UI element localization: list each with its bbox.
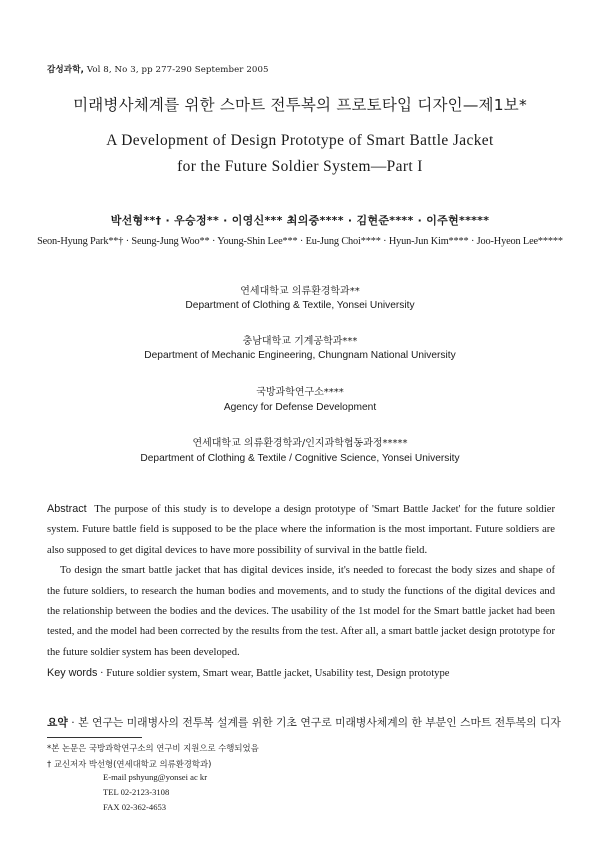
affiliation-2-english: Department of Mechanic Engineering, Chungnam National University [144,350,456,361]
authors-english: Seon-Hyung Park**† · Seung-Jung Woo** · Young-Shin Lee*** · Eu-Jung Choi**** · Hyun-Jun Kim**** · Joo-Hyeon Lee***** [37,236,563,247]
summary-text: 본 연구는 미래병사의 전투복 설계를 위한 기초 연구로 미래병사체계의 한 부분인 스마트 전투복의 디자 [78,716,561,729]
affiliation-3-english: Agency for Defense Development [223,402,377,413]
abstract-paragraph-2: To design the smart battle jacket that has digital devices inside, it's needed to forecast the body sizes and shape of the future soldiers, to research the human bodies and movements, and to study the functions of the digital devices and the relationship between the bodies and the devices. The usability of the 1st model for the Smart battle jacket had been tested, and the model had been corrected by the results from the test. After all, a smart battle jacket design prototype for the future soldier system has been developed. [47,565,555,658]
affiliation-2-korean: 충남대학교 기계공학과*** [242,336,358,347]
footnote-fax: FAX 02-362-4653 [103,802,167,812]
abstract-paragraph-1 [47,499,555,561]
journal-name: 감성과학, [47,65,84,75]
abstract-section [47,499,555,685]
footnote-tel: TEL 02-2123-3108 [103,787,170,797]
title-english-line2: for the Future Soldier System—Part I [177,158,423,175]
footnote-funding: *본 논문은 국방과학연구소의 연구비 지원으로 수행되었음 [47,743,259,753]
affiliation-3-korean: 국방과학연구소**** [256,387,344,398]
affiliation-4-english: Department of Clothing & Textile / Cognitive Science, Yonsei University [140,453,460,464]
footnote-email: E-mail pshyung@yonsei ac kr [103,772,208,782]
affiliation-1-korean: 연세대학교 의류환경학과** [240,286,360,297]
keywords-label: Key words [47,667,98,680]
footnote-divider [47,737,142,738]
keywords-line: Key words · Future soldier system, Smart wear, Battle jacket, Usability test, Design prototype [47,667,450,680]
journal-volume: Vol 8, No 3, pp 277-290 September 2005 [86,65,269,75]
keywords-text: Future soldier system, Smart wear, Battle jacket, Usability test, Design prototype [106,668,450,680]
affiliation-1-english: Department of Clothing & Textile, Yonsei University [185,300,415,311]
abstract-label: Abstract [47,503,87,515]
korean-summary: 요약 · 본 연구는 미래병사의 전투복 설계를 위한 기초 연구로 미래병사체계의 한 부분인 스마트 전투복의 디자 [47,716,561,729]
journal-citation [47,63,269,75]
authors-korean: 박선형**† · 우승정** · 이영신*** 최의중**** · 김현준**** · 이주현***** [110,214,490,227]
title-korean: 미래병사체계를 위한 스마트 전투복의 프로토타입 디자인—제1보* [73,96,527,114]
title-english-line1: A Development of Design Prototype of Smart Battle Jacket [106,132,494,149]
summary-label: 요약 [47,716,68,729]
affiliation-4-korean: 연세대학교 의류환경학과/인지과학협동과정***** [192,438,408,449]
abstract-text-1: The purpose of this study is to develope a design prototype of 'Smart Battle Jacket' for the future soldier system. Future battle field is supposed to be the place where the information is the most important. Future soldiers are also supposed to get digital devices to have more possibility of survival in the battle field. [47,504,556,556]
footnote-corresponding-author: † 교신저자 박선형(연세대학교 의류환경학과) [47,759,212,769]
